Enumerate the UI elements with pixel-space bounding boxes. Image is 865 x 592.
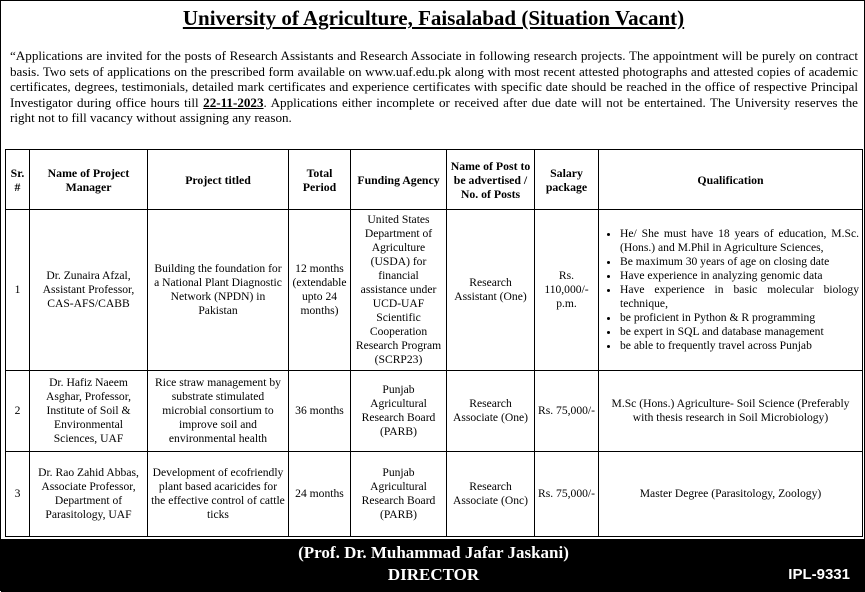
header-agency: Funding Agency <box>351 150 447 210</box>
header-project: Project titled <box>148 150 289 210</box>
row-qualification: M.Sc (Hons.) Agriculture- Soil Science (Preferably with thesis research in Soil Microbiology) <box>599 371 863 451</box>
row-qualification: Master Degree (Parasitology, Zoology) <box>599 451 863 536</box>
qualification-item: • be expert in SQL and database management <box>620 325 859 339</box>
row-post: Research Associate (Onc) <box>447 451 535 536</box>
row-manager: Dr. Rao Zahid Abbas, Associate Professor, Department of Parasitology, UAF <box>30 451 148 536</box>
header-salary: Salary package <box>535 150 599 210</box>
header-sr: Sr. # <box>6 150 30 210</box>
row-salary: Rs. 75,000/- <box>535 371 599 451</box>
qualification-item: • be proficient in Python & R programming <box>620 311 859 325</box>
qualification-item: • Have experience in analyzing genomic data <box>620 269 859 283</box>
row-project: Rice straw management by substrate stimulated microbial consortium to improve soil and environmental health <box>148 371 289 451</box>
row-post: Research Assistant (One) <box>447 210 535 371</box>
row-period: 36 months <box>289 371 351 451</box>
page-title <box>1 6 865 31</box>
signature-block <box>1 542 865 586</box>
row-post: Research Associate (One) <box>447 371 535 451</box>
intro-text: “Applications are invited for the posts of Research Assistants and Research Associate in following research projects. The appointment will be purely on contract basis. Two sets of applications on the prescribed form available on www.uaf.edu.pk along with most recent attested photographs and attested copies of academic certificates, degrees, testimonials, detailed mark certificates and experience certificates with specific date should be reached in the office of respective Principal Investigator during office hours till <box>10 48 858 110</box>
header-qualification: Qualification <box>599 150 863 210</box>
vacancy-table <box>5 149 863 537</box>
row-manager: Dr. Zunaira Afzal, Assistant Professor, CAS-AFS/CABB <box>30 210 148 371</box>
row-sr: 3 <box>6 451 30 536</box>
closing-date: 22-11-2023 <box>203 94 264 110</box>
qualification-item: • He/ She must have 18 years of education, M.Sc.(Hons.) and M.Phil in Agriculture Sciences, <box>620 227 859 255</box>
intro-paragraph <box>10 48 858 126</box>
header-manager: Name of Project Manager <box>30 150 148 210</box>
row-project: Development of ecofriendly plant based acaricides for the effective control of cattle ticks <box>148 451 289 536</box>
row-manager: Dr. Hafiz Naeem Asghar, Professor, Institute of Soil & Environmental Sciences, UAF <box>30 371 148 451</box>
ad-reference: IPL-9331 <box>788 566 850 583</box>
row-sr: 1 <box>6 210 30 371</box>
qualification-item: • Have experience in basic molecular biology technique, <box>620 283 859 311</box>
row-agency: Punjab Agricultural Research Board (PARB) <box>351 371 447 451</box>
row-salary: Rs. 75,000/- <box>535 451 599 536</box>
intro-text-end: . Applications either incomplete or received after due date will not be entertained. The University reserves the right not to fill vacancy without assigning any reason. <box>10 94 858 125</box>
header-period: Total Period <box>289 150 351 210</box>
table-row <box>6 371 863 451</box>
row-period: 24 months <box>289 451 351 536</box>
signer-designation: DIRECTOR <box>387 565 480 584</box>
row-sr: 2 <box>6 371 30 451</box>
row-agency: United States Department of Agriculture (USDA) for financial assistance under UCD-UAF Scientific Cooperation Research Program (SCRP23) <box>351 210 447 371</box>
qualification-item: • Be maximum 30 years of age on closing date <box>620 255 859 269</box>
signer-name: (Prof. Dr. Muhammad Jafar Jaskani) <box>298 543 569 562</box>
table-row <box>6 451 863 536</box>
title-text: University of Agriculture, Faisalabad (Situation Vacant) <box>182 6 685 30</box>
row-project: Building the foundation for a National Plant Diagnostic Network (NPDN) in Pakistan <box>148 210 289 371</box>
header-post: Name of Post to be advertised / No. of Posts <box>447 150 535 210</box>
qualification-list <box>602 227 859 353</box>
row-salary: Rs. 110,000/- p.m. <box>535 210 599 371</box>
row-qualification <box>599 210 863 371</box>
table-row <box>6 210 863 371</box>
row-period: 12 months (extendable upto 24 months) <box>289 210 351 371</box>
table-header-row <box>6 150 863 210</box>
qualification-item: • be able to frequently travel across Punjab <box>620 339 859 353</box>
row-agency: Punjab Agricultural Research Board (PARB) <box>351 451 447 536</box>
